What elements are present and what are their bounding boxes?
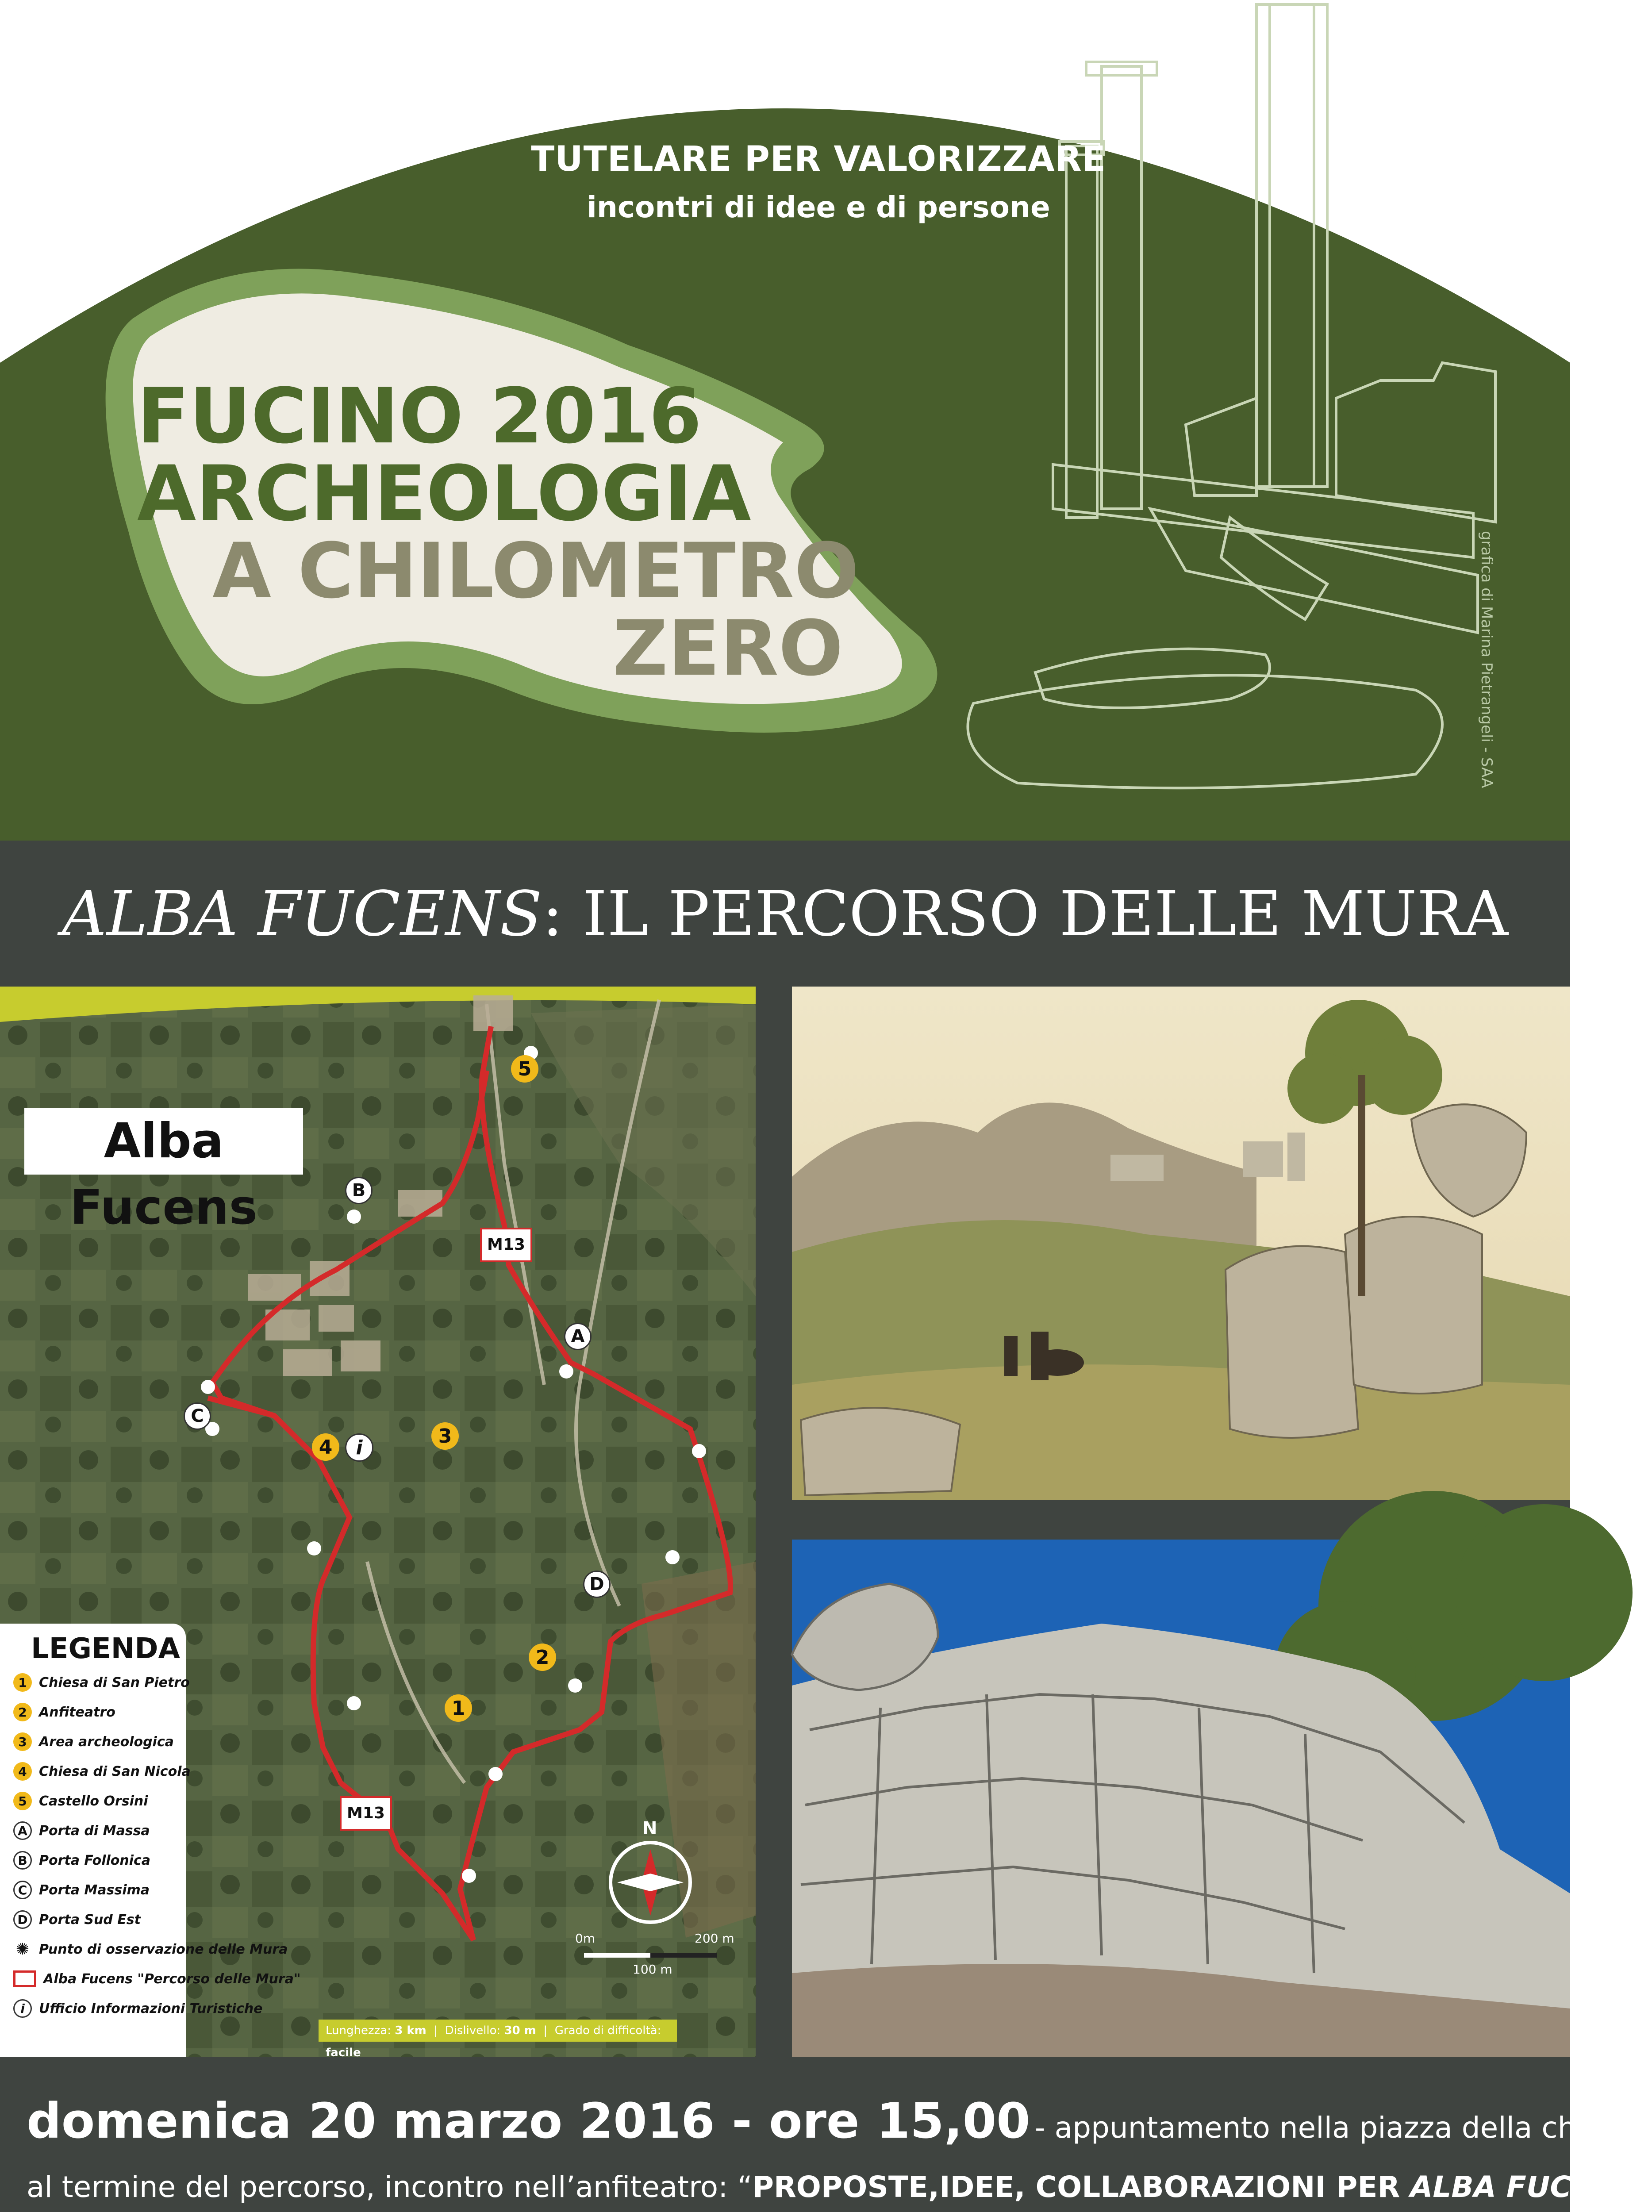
legend-item-a (13, 1818, 150, 1843)
legend-badge: A (13, 1821, 32, 1840)
legend-label: Porta Sud Est (39, 1912, 141, 1928)
legend-badge: 4 (13, 1762, 32, 1781)
legend-label: Chiesa di San Nicola (39, 1763, 191, 1779)
legend-item-observation (13, 1937, 288, 1962)
legend-label: Porta di Massa (39, 1823, 150, 1839)
scale-mid: 100 m (633, 1962, 672, 1977)
event-line2-bold-italic: ALBA FUCENS (1410, 2170, 1637, 2204)
legend-item-route (13, 1966, 301, 1991)
legend-item-b (13, 1848, 150, 1873)
route-info-bar: Lunghezza: 3 km | Dislivello: 30 m | Grado di difficoltà: facile (319, 2020, 677, 2042)
difficulty-label: Grado di difficoltà: (554, 2024, 661, 2037)
legend-badge: 3 (13, 1732, 32, 1751)
marker-info: i (345, 1433, 373, 1462)
length-value: 3 km (395, 2024, 426, 2037)
marker-c: C (184, 1402, 211, 1430)
event-meeting: - appuntamento nella piazza della chiesa (1034, 2111, 1636, 2145)
marker-3: 3 (431, 1422, 459, 1450)
legend-badge: 5 (13, 1792, 32, 1810)
title-line1: FUCINO 2016 (137, 372, 702, 461)
legend-item-d (13, 1907, 141, 1932)
event-line2-bold: PROPOSTE,IDEE, COLLABORAZIONI PER (752, 2170, 1410, 2204)
polygonal-walls-photo (792, 1540, 1570, 2057)
legend-item-2 (13, 1700, 115, 1724)
north-arrow (611, 1843, 690, 1922)
legend-item-1 (13, 1670, 190, 1695)
event-line2-end: ” (1637, 2170, 1652, 2204)
route-title-italic: ALBA FUCENS (61, 878, 542, 950)
legend-label: Ufficio Informazioni Turistiche (39, 2001, 263, 2016)
legend-label: Area archeologica (39, 1734, 174, 1750)
header-banner (0, 0, 1570, 841)
legend-badge: C (13, 1881, 32, 1899)
info-icon: i (13, 1999, 32, 2018)
legend-label: Porta Massima (39, 1882, 150, 1898)
legend-badge: D (13, 1910, 32, 1929)
legend-label: Chiesa di San Pietro (39, 1674, 190, 1690)
legend-item-info (13, 1996, 263, 2021)
subtitle-line2: incontri di idee e di persone (587, 190, 1050, 224)
marker-d: D (583, 1571, 611, 1598)
marker-2: 2 (529, 1644, 556, 1671)
marker-4: 4 (312, 1433, 339, 1461)
title-line4: ZERO (613, 604, 843, 693)
legend-badge: 2 (13, 1703, 32, 1721)
scale-end: 200 m (695, 1931, 734, 1946)
graphic-credit: grafica di Marina Pietrangeli - SAA (1478, 531, 1495, 788)
length-label: Lunghezza: (326, 2024, 391, 2037)
event-line2-plain: al termine del percorso, incontro nell’anfiteatro: “ (27, 2170, 753, 2204)
route-sign-m13-top: M13 (480, 1228, 532, 1262)
title-line3: A CHILOMETRO (212, 526, 859, 615)
route-map (0, 987, 756, 2057)
legend-label: Punto di osservazione delle Mura (39, 1941, 288, 1957)
legend-item-4 (13, 1759, 191, 1784)
marker-a: A (564, 1323, 592, 1350)
subtitle-line1: TUTELARE PER VALORIZZARE (531, 139, 1106, 179)
marker-b: B (345, 1177, 373, 1204)
marker-5: 5 (511, 1055, 538, 1083)
legend-item-5 (13, 1789, 148, 1813)
route-title-rest: : IL PERCORSO DELLE MURA (542, 878, 1509, 950)
legend-label: Anfiteatro (39, 1704, 115, 1720)
climb-label: Dislivello: (445, 2024, 501, 2037)
legend-item-c (13, 1878, 150, 1902)
legend-title: LEGENDA (31, 1632, 180, 1665)
legend-badge: B (13, 1851, 32, 1870)
title-line2: ARCHEOLOGIA (137, 449, 751, 538)
legend-label: Castello Orsini (39, 1793, 148, 1809)
legend-item-3 (13, 1729, 174, 1754)
event-line (27, 2093, 1635, 2149)
landscape-painting (792, 987, 1570, 1500)
legend-label: Alba Fucens "Percorso delle Mura" (43, 1971, 301, 1987)
legend-label: Porta Follonica (39, 1852, 151, 1868)
route-flag-icon (13, 1970, 36, 1987)
north-label: N (642, 1818, 657, 1839)
difficulty-value: facile (326, 2046, 361, 2059)
legend-badge: 1 (13, 1673, 32, 1692)
event-line2 (27, 2170, 1652, 2204)
marker-1: 1 (445, 1694, 472, 1722)
scale-zero: 0m (575, 1931, 595, 1946)
route-sign-m13-bottom: M13 (340, 1796, 392, 1831)
climb-value: 30 m (504, 2024, 536, 2037)
route-title (0, 878, 1570, 950)
map-title: Alba Fucens (24, 1108, 303, 1175)
sun-icon: ✺ (15, 1940, 30, 1959)
event-date: domenica 20 marzo 2016 - ore 15,00 (27, 2093, 1030, 2149)
